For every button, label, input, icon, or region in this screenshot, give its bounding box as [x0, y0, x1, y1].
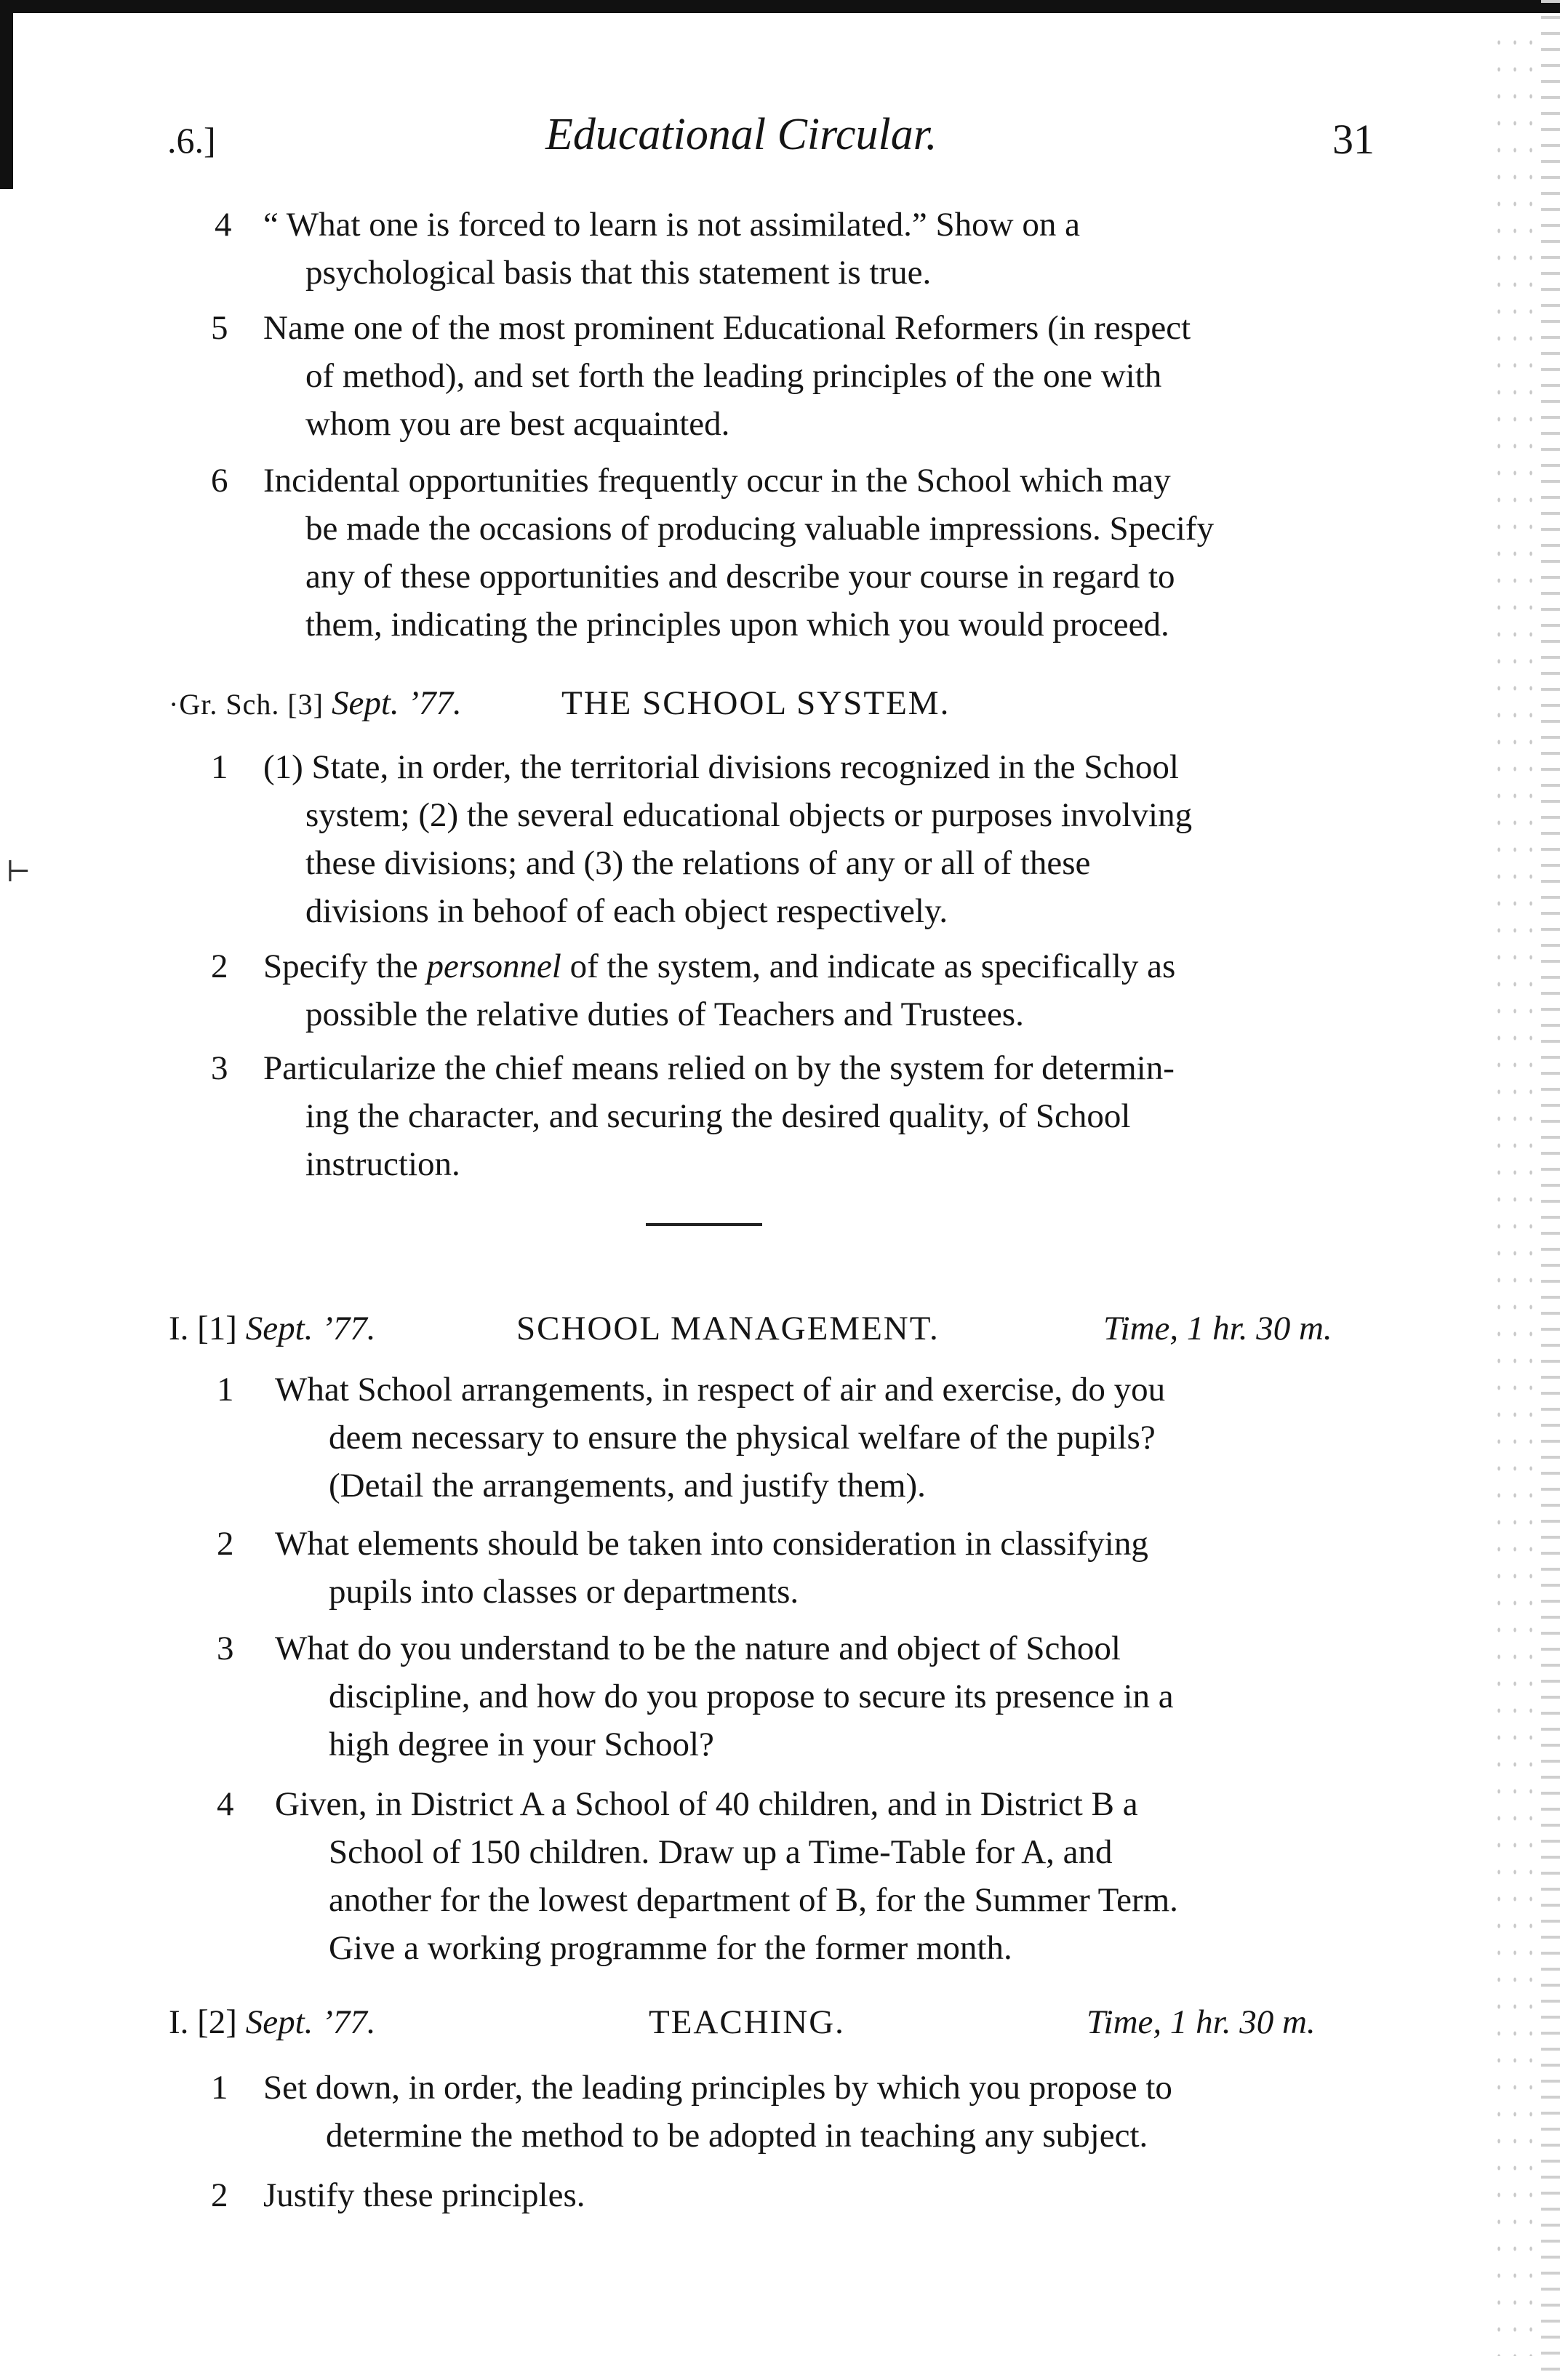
header-section: .6.] — [167, 120, 216, 161]
section-title: SCHOOL MANAGEMENT. — [516, 1310, 940, 1347]
question-line: of method), and set forth the leading principles of the one with — [305, 357, 1162, 395]
question-line: whom you are best acquainted. — [305, 405, 730, 443]
question-number: 1 — [211, 2069, 228, 2107]
question-line: “ What one is forced to learn is not assimilated.” Show on a — [263, 206, 1080, 244]
question-line: School of 150 children. Draw up a Time-Table for A, and — [329, 1833, 1113, 1871]
question-line: Set down, in order, the leading principles by which you propose to — [263, 2069, 1172, 2107]
question-line: possible the relative duties of Teachers and Trustees. — [305, 995, 1024, 1033]
question-number: 6 — [211, 462, 228, 500]
question-number: 4 — [217, 1785, 234, 1823]
question-line: (Detail the arrangements, and justify them). — [329, 1467, 926, 1504]
question-line: system; (2) the several educational objects or purposes involving — [305, 796, 1193, 834]
section-date: Sept. ’77. — [245, 2003, 376, 2041]
question-number: 2 — [217, 1525, 234, 1563]
question-line: Given, in District A a School of 40 children, and in District B a — [275, 1785, 1138, 1823]
section-date: Sept. ’77. — [331, 684, 462, 722]
question-line: determine the method to be adopted in teaching any subject. — [326, 2117, 1148, 2155]
running-header — [167, 109, 1375, 167]
question-line: any of these opportunities and describe your course in regard to — [305, 558, 1175, 596]
margin-mark: ⊢ — [6, 855, 31, 888]
question-line: (1) State, in order, the territorial divisions recognized in the School — [263, 748, 1179, 786]
section-time: Time, 1 hr. 30 m. — [1087, 2003, 1316, 2041]
section-date: Sept. ’77. — [245, 1310, 376, 1347]
section-ref: I. [2] — [169, 2003, 246, 2041]
question-line: What elements should be taken into consideration in classifying — [275, 1525, 1148, 1563]
question-number: 3 — [211, 1049, 228, 1087]
question-line: them, indicating the principles upon which you would proceed. — [305, 606, 1169, 644]
scan-specks — [1491, 29, 1535, 2356]
question-number: 3 — [217, 1630, 234, 1667]
scan-border-top — [0, 0, 1560, 13]
question-line: be made the occasions of producing valuable impressions. Specify — [305, 510, 1215, 548]
scan-edge-right — [1541, 0, 1560, 2380]
question-line: ing the character, and securing the desired quality, of School — [305, 1097, 1131, 1135]
section-ref: ·Gr. Sch. [3] — [169, 688, 332, 721]
question-line: pupils into classes or departments. — [329, 1573, 799, 1611]
question-line: another for the lowest department of B, for the Summer Term. — [329, 1881, 1178, 1919]
question-number: 2 — [211, 2176, 228, 2214]
section-ref: I. [1] — [169, 1310, 246, 1347]
question-line: Incidental opportunities frequently occur in the School which may — [263, 462, 1171, 500]
question-line: psychological basis that this statement is true. — [305, 254, 932, 292]
question-number: 5 — [211, 309, 228, 347]
question-line: high degree in your School? — [329, 1726, 714, 1763]
question-line: Name one of the most prominent Educational Reformers (in respect — [263, 309, 1191, 347]
question-line: What School arrangements, in respect of air and exercise, do you — [275, 1371, 1166, 1409]
question-line: What do you understand to be the nature and object of School — [275, 1630, 1121, 1667]
question-line: Particularize the chief means relied on by the system for determin- — [263, 1049, 1175, 1087]
question-line: discipline, and how do you propose to secure its presence in a — [329, 1678, 1174, 1715]
question-line: divisions in behoof of each object respectively. — [305, 892, 948, 930]
header-title: Educational Circular. — [545, 110, 937, 159]
emphasized-word: personnel — [426, 947, 561, 985]
question-line: these divisions; and (3) the relations of any or all of these — [305, 844, 1091, 882]
section-title: THE SCHOOL SYSTEM. — [561, 684, 951, 722]
question-line: Specify the personnel of the system, and indicate as specifically as — [263, 947, 1176, 985]
question-number: 1 — [211, 748, 228, 786]
scan-border-left — [0, 0, 13, 189]
question-number: 1 — [217, 1371, 234, 1409]
question-number: 2 — [211, 947, 228, 985]
question-line: Give a working programme for the former month. — [329, 1929, 1012, 1967]
question-number: 4 — [215, 206, 232, 244]
section-time: Time, 1 hr. 30 m. — [1103, 1310, 1332, 1347]
question-line: deem necessary to ensure the physical welfare of the pupils? — [329, 1419, 1156, 1457]
page-number: 31 — [1332, 116, 1375, 163]
question-line: instruction. — [305, 1145, 460, 1183]
question-line: Justify these principles. — [263, 2176, 585, 2214]
section-title: TEACHING. — [649, 2003, 845, 2041]
section-divider — [646, 1223, 762, 1226]
